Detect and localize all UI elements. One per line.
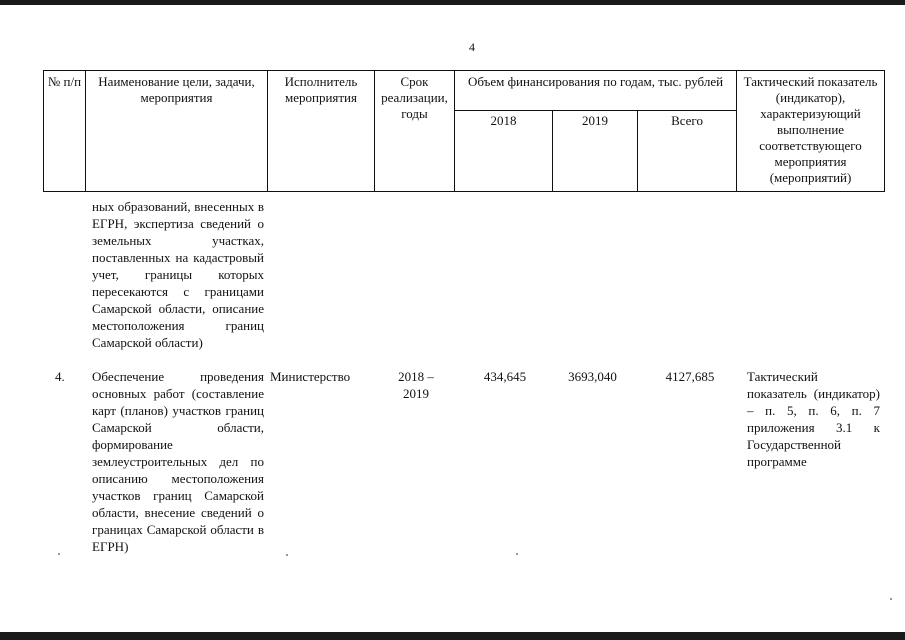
table-header — [43, 70, 885, 192]
row-4-total: 4127,685 — [665, 369, 715, 384]
header-term: Срок реализации, годы — [375, 71, 455, 192]
row-4-value-2019: 3693,040 — [568, 369, 617, 384]
page-number: 4 — [469, 40, 475, 54]
row-4-number: 4. — [55, 369, 65, 384]
header-total: Всего — [638, 111, 737, 192]
header-year-2019: 2019 — [553, 111, 638, 192]
header-year-2018: 2018 — [455, 111, 553, 192]
top-border — [0, 0, 905, 5]
scan-speck — [516, 553, 518, 555]
header-indicator: Тактический показатель (индикатор), характеризующий выполнение соответствующего мероприятия (мероприятий) — [737, 71, 885, 192]
continued-row-text: ных образований, внесенных в ЕГРН, экспертиза сведений о земельных участках, поставленных на кадастровый учет, границы которых пересекаются с границами Самарской области, описание местоположения границ Самарской области) — [92, 199, 264, 350]
scan-speck — [58, 553, 60, 555]
scan-speck — [890, 598, 892, 600]
row-4-term: 2018 – 2019 — [398, 369, 434, 401]
bottom-border — [0, 632, 905, 640]
header-executor: Исполнитель мероприятия — [268, 71, 375, 192]
row-4-executor: Министерство — [270, 369, 351, 384]
header-funding: Объем финансирования по годам, тыс. рублей — [455, 71, 737, 111]
row-4-value-2018: 434,645 — [483, 369, 527, 384]
header-name: Наименование цели, задачи, мероприятия — [86, 71, 268, 192]
row-4-name: Обеспечение проведения основных работ (составление карт (планов) участков границ Самарской области, формирование землеустроительных дел по описанию местоположения участков границ Самарской области, внесение сведений о границах Самарской области в ЕГРН) — [92, 369, 264, 554]
row-4-indicator: Тактический показатель (индикатор) – п. 5, п. 6, п. 7 приложения 3.1 к Государственной программе — [747, 369, 880, 469]
header-num: № п/п — [44, 71, 86, 192]
scan-speck — [286, 554, 288, 556]
